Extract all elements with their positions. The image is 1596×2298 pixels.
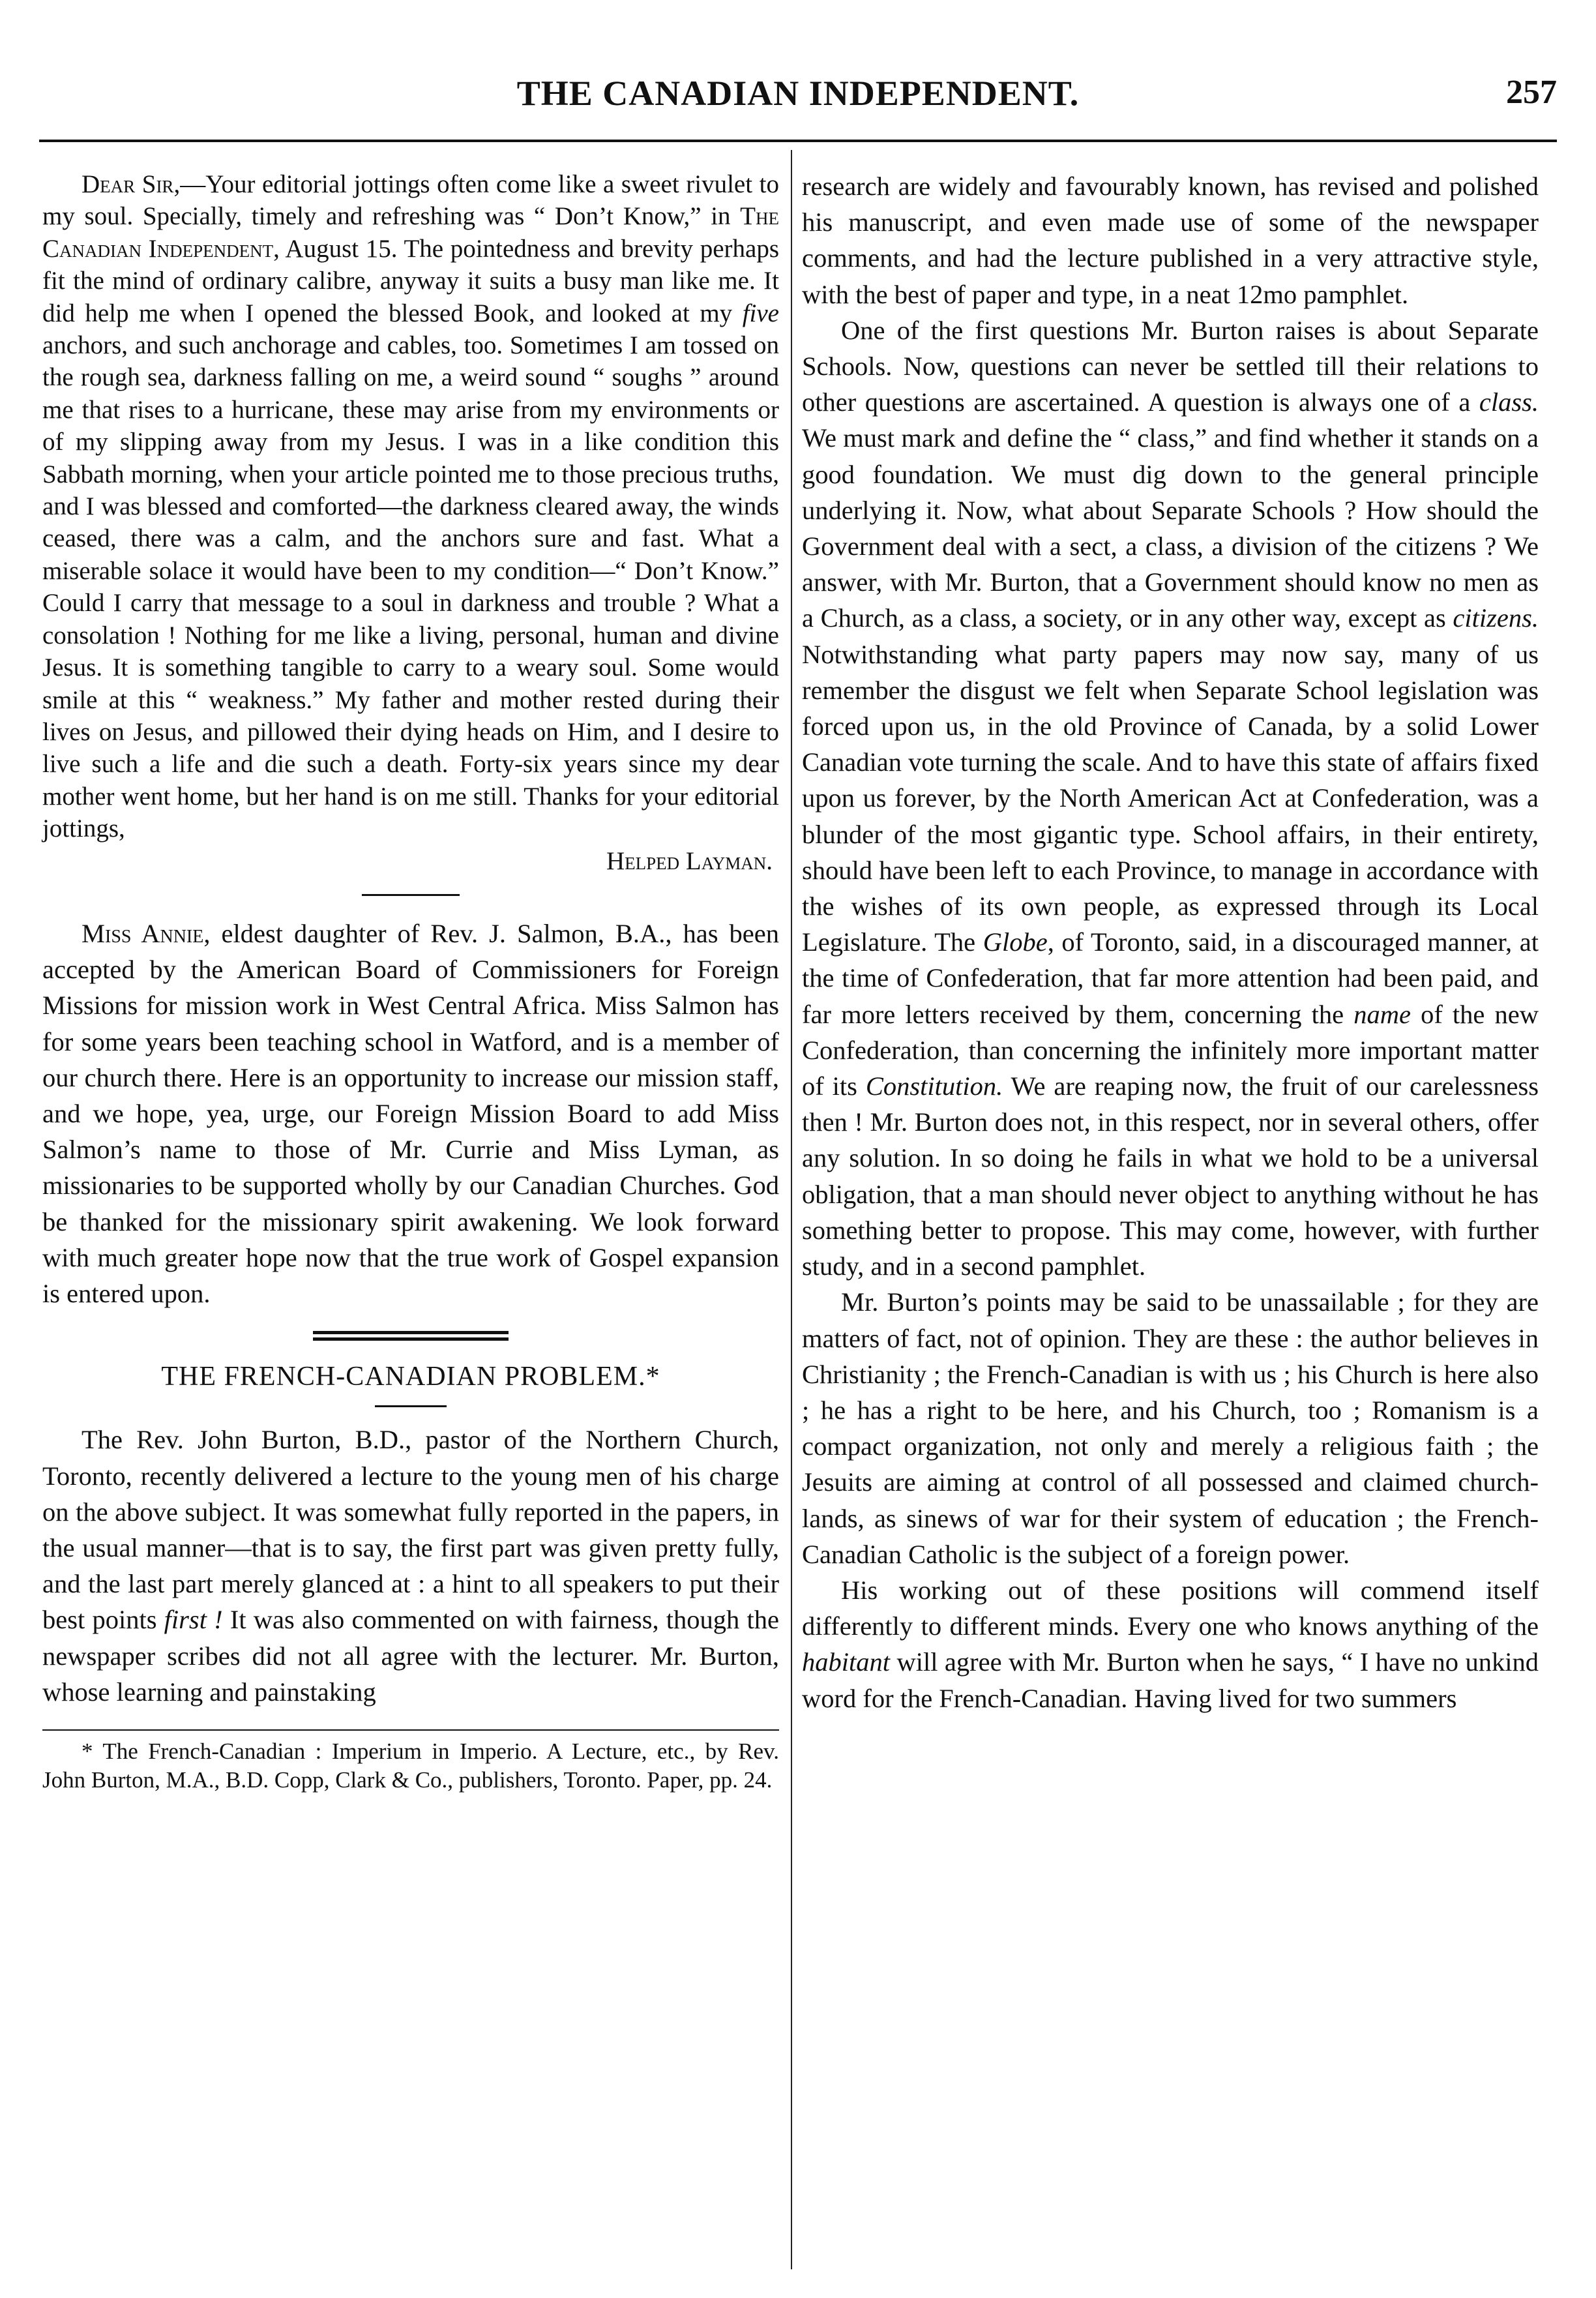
letter-text-1: —Your editorial jottings often come like a sweet rivulet to my soul. Specially, timely and refreshing was “ Don’t Know,” in	[42, 170, 779, 231]
column-divider	[791, 150, 792, 2269]
article-paragraph-4	[802, 1572, 1539, 1716]
emphasis-citizens: citizens.	[1453, 603, 1539, 633]
letter-signature: Helped Layman.	[606, 846, 773, 875]
letter-text-2: , August 15. The pointedness and brevity perhaps fit the mind of ordinary calibre, anyway it suits a busy man like me. It did help me when I opened the blessed Book, and looked at my	[42, 234, 779, 327]
letter-body	[42, 168, 779, 845]
page-number: 257	[1506, 74, 1557, 111]
article-text-4a: His working out of these positions will commend itself differently to different minds. Every one who knows anything of the	[802, 1575, 1539, 1641]
article-text-2e: of the new Confederation, than concerning the infinitely more important matter of its	[802, 999, 1539, 1101]
header-rule	[39, 140, 1557, 142]
article-text-2a: One of the first questions Mr. Burton raises is about Separate Schools. Now, questions can never be settled till their relations to other questions are ascertained. A question is always one of a	[802, 315, 1539, 417]
letter-salutation: Dear Sir,	[81, 170, 181, 198]
article-text-2d: , of Toronto, said, in a discouraged manner, at the time of Confederation, that far more attention had been paid, and far more letters received by them, concerning the	[802, 927, 1539, 1029]
running-title: THE CANADIAN INDEPENDENT.	[516, 74, 1080, 113]
double-rule	[313, 1331, 509, 1341]
emphasis-globe: Globe	[983, 927, 1048, 957]
page-header	[39, 65, 1557, 124]
article-title: THE FRENCH-CANADIAN PROBLEM.*	[161, 1362, 660, 1392]
article-text-2c: Notwithstanding what party papers may now say, many of us remember the disgust we felt when Separate School legislation was forced upon us, in the old Province of Canada, by a solid Lower Canadian vote turning the scale. And to have this state of affairs fixed upon us forever, by the North American Act at Confederation, was a blunder of the most gigantic type. School affairs, in their entirety, should have been left to each Province, to manage in accordance with the wishes of its own people, as expressed through its Local Legislature. The	[802, 639, 1539, 957]
letter-emphasis: five	[742, 299, 779, 327]
notice-name: Miss Annie	[81, 918, 204, 948]
letter-text-3: anchors, and such anchorage and cables, too. Sometimes I am tossed on the rough sea, darkness falling on me, a weird sound “ soughs ” around me that rises to a hurricane, these may arise from my environments or of my slipping away from my Jesus. I was in a like condition this Sabbath morning, when your article pointed me to those precious truths, and I was blessed and comforted—the darkness cleared away, the winds ceased, there was a calm, and the anchors sure and fast. What a miserable solace it would have been to my condition—“ Don’t Know.” Could I carry that message to a soul in darkness and trouble ? What a consolation ! Nothing for me like a living, personal, human and divine Jesus. It is something tangible to carry to a weary soul. Some would smile at this “ weakness.” My father and mother rested during their lives on Jesus, and pillowed their dying heads on Him, and I desire to live such a life and die such a death. Forty-six years since my dear mother went home, but her hand is on me still. Thanks for your editorial jottings,	[42, 331, 779, 843]
letter-to-editor	[42, 168, 779, 877]
notice-text: , eldest daughter of Rev. J. Salmon, B.A., has been accepted by the American Board of Commissioners for Foreign Missions for mission work in West Central Africa. Miss Salmon has for some years been teaching school in Watford, and is a member of our church there. Here is an opportunity to increase our mission staff, and we hope, yea, urge, our Foreign Mission Board to add Miss Salmon’s name to those of Mr. Currie and Miss Lyman, as missionaries to be supported wholly by our Canadian Churches. God be thanked for the missionary spirit awakening. We look forward with much greater hope now that the true work of Gospel expansion is entered upon.	[42, 918, 779, 1308]
emphasis-class: class.	[1479, 387, 1539, 417]
annie-salmon-notice	[42, 916, 779, 1311]
article-paragraph-1	[42, 1422, 779, 1710]
emphasis-habitant: habitant	[802, 1647, 891, 1677]
emphasis-name: name	[1353, 999, 1411, 1029]
right-column	[802, 168, 1539, 1716]
article-paragraph-3: Mr. Burton’s points may be said to be unassailable ; for they are matters of fact, not of opinion. They are these : the author believes in Christianity ; the French-Canadian is with us ; his Church is here also ; he has a right to be here, and his Church, too ; Romanism is a compact organization, not only and merely a religious faith ; the Jesuits are aiming at control of all possessed and claimed church-lands, as sinews of war for their system of education ; the French-Canadian Catholic is the subject of a foreign power.	[802, 1287, 1539, 1569]
article-paragraph-2	[802, 312, 1539, 1284]
title-rule	[375, 1405, 447, 1407]
article-emphasis-first: first !	[164, 1605, 223, 1635]
article-text-2f: We are reaping now, the fruit of our carelessness then ! Mr. Burton does not, in this respect, nor in several others, offer any solution. In so doing he fails in what we hold to be a universal obligation, that a man should never object to anything without he has something better to propose. This may come, however, with further study, and in a second pamphlet.	[802, 1071, 1539, 1281]
article-paragraph-continued: research are widely and favourably known, has revised and polished his manuscript, and even made use of some of the newspaper comments, and had the lecture published in a very attractive style, with the best of paper and type, in a neat 12mo pamphlet.	[802, 172, 1539, 309]
article-text-1b: It was also commented on with fairness, though the newspaper scribes did not all agree with the lecturer. Mr. Burton, whose learning and painstaking	[42, 1605, 779, 1707]
footnote-rule	[42, 1729, 779, 1731]
publication-name: The Canadian Independent	[42, 202, 779, 263]
footnote: * The French-Canadian : Imperium in Imperio. A Lecture, etc., by Rev. John Burton, M.A., B.D. Copp, Clark & Co., publishers, Toronto. Paper, pp. 24.	[42, 1738, 779, 1793]
article-text-1a: The Rev. John Burton, B.D., pastor of the Northern Church, Toronto, recently delivered a lecture to the young men of his charge on the above subject. It was somewhat fully reported in the papers, in the usual manner—that is to say, the first part was given pretty fully, and the last part merely glanced at : a hint to all speakers to put their best points	[42, 1425, 779, 1635]
article-text-2b: We must mark and define the “ class,” and find whether it stands on a good foundation. We must dig down to the general principle underlying it. Now, what about Separate Schools ? How should the Government deal with a sect, a class, a division of the citizens ? We answer, with Mr. Burton, that a Government should know no men as a Church, as a class, a society, or in any other way, except as	[802, 423, 1539, 633]
article-text-4b: will agree with Mr. Burton when he says, “ I have no unkind word for the French-Canadian. Having lived for two summers	[802, 1647, 1539, 1713]
emphasis-constitution: Constitution.	[865, 1071, 1003, 1101]
section-rule	[362, 894, 460, 896]
left-column	[42, 168, 779, 1795]
